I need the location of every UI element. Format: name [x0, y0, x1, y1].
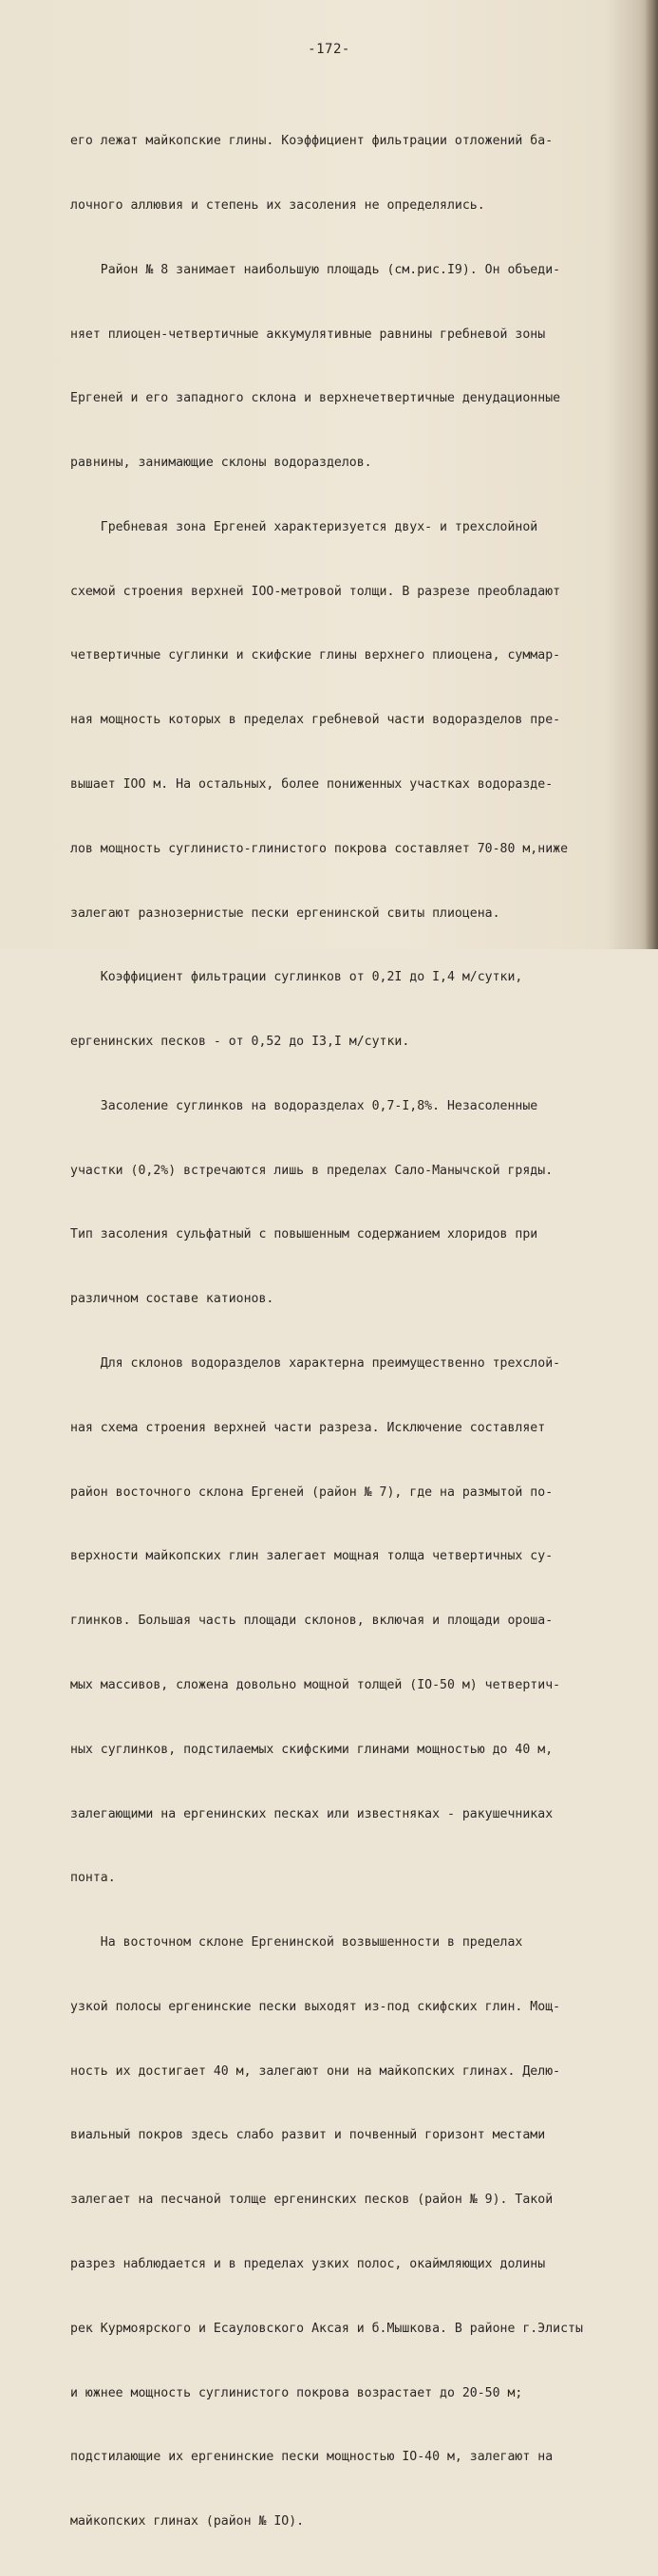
text-line: Коэффициент фильтрации суглинков от 0,2I до I,4 м/сутки, [70, 970, 523, 985]
text-line: Для склонов водоразделов характерна преимущественно трехслой- [70, 1356, 561, 1372]
text-line: ность их достигает 40 м, залегают они на майкопских глинах. Делю- [70, 2063, 561, 2079]
text-line: залегают разнозернистые пески ергенинской свиты плиоцена. [70, 905, 500, 921]
text-line: понта. [70, 1871, 116, 1886]
text-line: верхности майкопских глин залегает мощная толща четвертичных су- [70, 1549, 554, 1564]
text-line: глинков. Большая часть площади склонов, включая и площади ороша- [70, 1614, 554, 1629]
text-line: ная мощность которых в пределах гребневой части водоразделов пре- [70, 713, 561, 728]
text-line: подстилающие их ергенинские пески мощностью IO-40 м, залегают на [70, 2450, 554, 2465]
text-line: няет плиоцен-четвертичные аккумулятивные равнины гребневой зоны [70, 327, 546, 342]
text-line: узкой полосы ергенинские пески выходят из-под скифских глин. Мощ- [70, 1999, 561, 2014]
text-line: участки (0,2%) встречаются лишь в пределах Сало-Манычской гряды. [70, 1163, 554, 1178]
text-line: залегающими на ергенинских песках или известняках - ракушечниках [70, 1806, 554, 1821]
text-line: рек Курмоярского и Есауловского Аксая и б.Мышкова. В районе г.Элисты [70, 2321, 583, 2336]
text-line: разрез наблюдается и в пределах узких полос, окаймляющих долины [70, 2256, 546, 2271]
text-line: лов мощность суглинисто-глинистого покрова составляет 70-80 м,ниже [70, 841, 569, 856]
text-line: его лежат майкопские глины. Коэффициент фильтрации отложений ба- [70, 134, 554, 149]
text-line: Гребневая зона Ергеней характеризуется двух- и трехслойной [70, 519, 538, 534]
text-line: Тип засоления сульфатный с повышенным содержанием хлоридов при [70, 1227, 538, 1242]
text-line: лочного аллювия и степень их засоления не определялись. [70, 197, 485, 213]
text-line: ергенинских песков - от 0,52 до I3,I м/сутки. [70, 1035, 410, 1050]
body-text [70, 88, 644, 2576]
text-line: равнины, занимающие склоны водоразделов. [70, 456, 372, 471]
text-line: мых массивов, сложена довольно мощной толщей (IO-50 м) четвертич- [70, 1677, 561, 1692]
text-line: вышает IOO м. На остальных, более пониженных участках водоразде- [70, 777, 554, 792]
text-line: ная схема строения верхней части разреза. Исключение составляет [70, 1420, 546, 1435]
text-line: и южнее мощность суглинистого покрова возрастает до 20-50 м; [70, 2385, 523, 2400]
text-line: ных суглинков, подстилаемых скифскими глинами мощностью до 40 м, [70, 1742, 554, 1757]
text-line: майкопских глинах (район № IO). [70, 2514, 305, 2529]
page-edge-shadow [645, 0, 658, 949]
text-line: залегает на песчаной толще ергенинских песков (район № 9). Такой [70, 2193, 554, 2208]
text-line: Засоление суглинков на водоразделах 0,7-I,8%. Незасоленные [70, 1098, 538, 1113]
text-line: схемой строения верхней IOO-метровой толщи. В разрезе преобладают [70, 584, 561, 599]
text-line: четвертичные суглинки и скифские глины верхнего плиоцена, суммар- [70, 648, 561, 663]
text-line: Район № 8 занимает наибольшую площадь (см.рис.I9). Он объеди- [70, 262, 561, 277]
text-line: виальный покров здесь слабо развит и почвенный горизонт местами [70, 2128, 546, 2143]
text-line: различном составе катионов. [70, 1292, 274, 1307]
text-line: район восточного склона Ергеней (район № 7), где на размытой по- [70, 1484, 554, 1500]
text-line: Ергеней и его западного склона и верхнечетвертичные денудационные [70, 391, 561, 406]
text-line: На восточном склоне Ергенинской возвышенности в пределах [70, 1935, 523, 1951]
page-number: -172- [308, 42, 350, 57]
